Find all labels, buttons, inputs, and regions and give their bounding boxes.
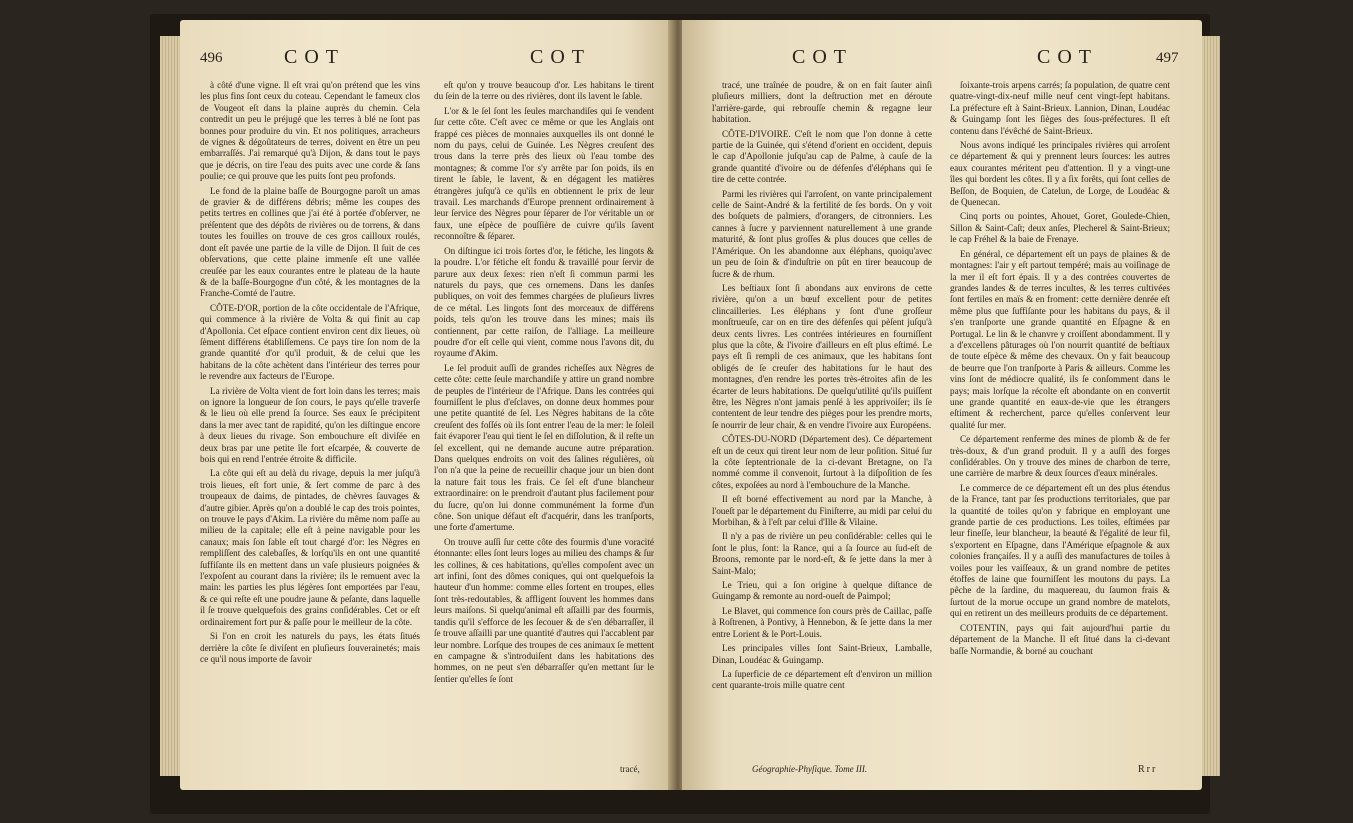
paragraph: La rivière de Volta vient de fort loin dans les terres; mais on ignore la longueur de ſon cours, le pays qu'elle traverſe & le lieu où elle prend ſa ſource. Ses eaux ſe précipitent dans la mer avec tant de rapidité, qu'on les diſtingue encore à deux lieues du rivage. Son embouchure eſt diviſée en deux bras par une petite île fort eſcarpée, & couverte de bois qui en rend l'entrée étroite & difficile. xyxy=(200,385,420,464)
paragraph: Le fond de la plaine baſſe de Bourgogne paroît un amas de gravier & de différens débris; même les coupes des petits tertres en collines que j'ai été à portée d'obſerver, ne préſentent que des dépôts de rivières ou de torrens, & dans toutes les fouilles on trouve de ces gros cailloux roulés, dont eſt pavée une partie de la ville de Dijon. Il ſuit de ces obſervations, que cette plaine immenſe eſt une vallée creuſée par les eaux courantes entre le plateau de la haute & de la baſſe-Bourgogne d'un côté, & les montagnes de la Franche-Comté de l'autre. xyxy=(200,185,420,299)
paragraph: Il n'y a pas de rivière un peu conſidérable: celles qui le ſont le plus, ſont: la Rance, qui a ſa ſource au ſud-eſt de Broons, remonte par le nord-eſt, & ſe jette dans la mer à Saint-Malo; xyxy=(712,531,932,576)
paragraph: On trouve auſſi ſur cette côte des fourmis d'une voracité étonnante: elles ſont leurs loges au milieu des champs & ſur les collines, & ces habitations, qu'elles compoſent avec un art infini, ſont des dômes coniques, qui ont quelquefois la hauteur d'un homme: comme elles ſortent en troupes, elles ſont très-redoutables, & affligent ſouvent les hommes dans leurs maiſons. Si quelqu'animal eſt aſſailli par des fourmis, tandis qu'il s'efforce de les ſecouer & de s'en débarraſſer, il ſe trouve aſſailli par une quantité d'autres qui l'accablent par leur nombre. Lorſque des troupes de ces animaux ſe mettent en campagne & s'introduiſent dans les habitations des hommes, on ne peut s'en débarraſſer qu'en mettant ſur le ſentier qu'elles ſe ſont xyxy=(434,536,654,684)
running-head-right: COT xyxy=(530,46,591,68)
page-edges-left xyxy=(160,36,180,776)
paragraph: ſoixante-trois arpens carrés; ſa population, de quatre cent quatre-vingt-dix-neuf mille neuf cent vingt-ſept habitans. La préfecture eſt à Saint-Brieux. Lannion, Dinan, Loudéac & Guingamp ſont les ſièges des ſous-préfectures. Il eſt contenu dans l'évêché de Saint-Brieux. xyxy=(950,80,1170,136)
page-number: 497 xyxy=(1156,50,1179,66)
paragraph: COTENTIN, pays qui fait aujourd'hui partie du département de la Manche. Il eſt ſitué dans la ci-devant baſſe Normandie, & borné au couchant xyxy=(950,622,1170,656)
text-column-1 xyxy=(712,80,932,695)
left-page xyxy=(180,20,674,790)
paragraph: Cinq ports ou pointes, Ahouet, Goret, Goulede-Chien, Sillon & Saint-Caſt; deux anſes, Plecherel & Saint-Brieux; le cap Fréhel & la baie de Frenaye. xyxy=(950,211,1170,245)
right-page xyxy=(682,20,1202,790)
paragraph: Nous avons indiqué les principales rivières qui arroſent ce département & qui y prennent leurs ſources: les autres eaux courantes méritent peu d'attention. Il y a vingt-une îles qui bordent les côtes. Il y a ſix forêts, qui ſont celles de Beſſon, de Boquien, de Catelun, de Lorge, de Loudéac & de Quenecan. xyxy=(950,140,1170,208)
signature-mark: Rrr xyxy=(1138,764,1158,775)
paragraph: tracé, une traînée de poudre, & on en fait ſauter ainſi pluſieurs milliers, dont la deſtruction met en déroute l'arrière-garde, qui rebrouſſe chemin & regagne leur habitation. xyxy=(712,80,932,125)
page-edges-right xyxy=(1202,36,1220,776)
text-column-1 xyxy=(200,80,420,668)
paragraph: La côte qui eſt au delà du rivage, depuis la mer juſqu'à trois lieues, eſt fort unie, & ſert comme de parc à des troupeaux de daims, de pintades, de chèvres ſauvages & d'autre gibier. Après qu'on a doublé le cap des trois pointes, on trouve le pays d'Akim. La rivière du même nom paſſe au milieu de la capitale; elle eſt à peine navigable pour les canaux; mais ſon ſable eſt tout chargé d'or: les Nègres en rempliſſent des calebaſſes, & lorſqu'ils en ont une quantité ſuffiſante ils en mettent dans un vaſe plusieurs poignées & l'expoſent au courant dans la rivière; ils le remuent avec la main: les parties les plus légères ſont emportées par l'eau, & ce qui reſte eſt une poudre jaune & peſante, dans laquelle il ſe trouve quelquefois des grains conſidérables. Cet or eſt ordinairement fort pur & paſſe pour le meilleur de la côte. xyxy=(200,468,420,627)
paragraph: Les beſtiaux ſont ſi abondans aux environs de cette rivière, qu'on a un bœuf excellent pour de petites clincailleries. Les éléphans y ſont d'une groſſeur monſtrueuſe, car on en tire des défenſes qui pèſent juſqu'à deux cents livres. Les contrées intérieures en fourniſſent plus que la côte, & l'ivoire d'ailleurs en eſt plus eſtimé. Le pays eſt ſi rempli de ces animaux, que les habitans ſont obligés de ſe creuſer des habitations ſur le haut des montagnes, d'en rendre les portes très-étroites afin de les écarter de leurs habitations. De quelqu'utilité qu'ils puiſſent être, les Nègres n'ont jamais penſé à les apprivoiſer; ils ſe contentent de leur tendre des pièges pour les prendre morts, ſe nourrir de leur chair, & en vendre l'ivoire aux Européens. xyxy=(712,282,932,430)
paragraph: Il eſt borné effectivement au nord par la Manche, à l'oueſt par le département du Finiſterre, au midi par celui du Morbihan, & à l'eſt par celui d'Ille & Vilaine. xyxy=(712,494,932,528)
paragraph: CÔTE-D'OR, portion de la côte occidentale de l'Afrique, qui commence à la rivière de Volta & qui finit au cap d'Apollonia. Cet eſpace contient environ cent dix lieues, où ſèment différens établiſſemens. Ce pays tire ſon nom de la grande quantité d'or qu'il produit, & de celui que les habitans de la côte achètent dans l'intérieur des terres pour le revendre aux facteurs de l'Europe. xyxy=(200,302,420,382)
paragraph: à côté d'une vigne. Il eſt vrai qu'on prétend que les vins les plus fins ſont ceux du coteau. Cependant le fameux clos de Vougeot eſt dans la plaine auprès du chemin. Cela contredit un peu le préjugé que les terres à blé ne ſont pas bonnes pour produire du vin. Et nos politiques, arracheurs de vignes & dégoûtateurs de terres, doivent en être un peu embarraſſés. J'ai remarqué qu'à Dijon, & dans tout le pays que je décris, on tire l'eau des puits avec une corde & ſans poulie; ce qui prouve que les puits ſont peu profonds. xyxy=(200,80,420,182)
text-column-2 xyxy=(950,80,1170,660)
running-head-left: COT xyxy=(792,46,853,68)
paragraph: L'or & le ſel ſont les ſeules marchandiſes qui ſe vendent ſur cette côte. C'eſt avec ce même or que les Anglais ont frappé ces pièces de monnaies auxquelles ils ont donné le nom du pays, celui de Guinée. Les Nègres creuſent des trous dans la terre près des lieux où l'eau tombe des montagnes; & comme l'or s'y arrête par ſon poids, ils en tirent le ſable, le lavent, & en dégagent les matières étrangères juſqu'à ce qu'ils en obtiennent le prix de leur travail. Les marchands d'Europe prennent ordinairement à leur ſervice des Nègres pour ſéparer de l'or véritable un or faux, une eſpèce de pouſſière de cuivre qu'ils ſavent reconnoître & ſéparer. xyxy=(434,105,654,242)
paragraph: La ſuperficie de ce département eſt d'environ un million cent quarante-trois mille quatre cent xyxy=(712,668,932,691)
paragraph: CÔTE-D'IVOIRE. C'eſt le nom que l'on donne à cette partie de la Guinée, qui s'étend d'orient en occident, depuis le cap d'Apollonie juſqu'au cap de Palme, à cauſe de la grande quantité d'ivoire ou de défenſes d'éléphans qui ſe tire de cette contrée. xyxy=(712,128,932,185)
paragraph: On diſtingue ici trois ſortes d'or, le fétiche, les lingots & la poudre. L'or fétiche eſt fondu & travaillé pour ſervir de parure aux deux ſexes: rien n'eſt ſi commun parmi les naturels du pays, que ces ornemens. Dans les danſes publiques, on voit des femmes chargées de pluſieurs livres de ce métal. Les lingots ſont des morceaux de différens poids, tels qu'on les trouve dans les mines; mais ils contiennent, par cette raiſon, de l'alliage. La meilleure poudre d'or eſt celle qui vient, comme nous l'avons dit, du royaume d'Akim. xyxy=(434,245,654,359)
paragraph: Le Trieu, qui a ſon origine à quelque diſtance de Guingamp & remonte au nord-oueſt de Paimpol; xyxy=(712,580,932,602)
paragraph: Ce département renferme des mines de plomb & de fer très-doux, & d'un grand produit. Il y a auſſi des forges conſidérables. On y trouve des mines de charbon de terre, une carrière de marbre & deux ſources d'eaux minérales. xyxy=(950,434,1170,479)
paragraph: Le ſel produit auſſi de grandes richeſſes aux Nègres de cette côte: cette ſeule marchandiſe y attire un grand nombre de peuples de l'intérieur de l'Afrique. Dans les contrées qui fourniſſent le plus d'eſclaves, on donne deux hommes pour une petite quantité de ſel. Les Nègres habitans de la côte creuſent des foſſés où ils ſont entrer l'eau de la mer: le ſoleil fait évaporer l'eau qui tient le ſel en diſſolution, & il reſte un ſel excellent, qui ne demande aucune autre préparation. Dans quelques endroits on voit des ſalines régulières, où l'on n'a que la peine de recueillir chaque jour un bien dont la nature fait tous les frais. Ce ſel eſt d'une blancheur extraordinaire: on le prendroit d'autant plus facilement pour du ſucre, qu'on lui donne communément la forme d'un cône. Son unique défaut eſt d'acquérir, dans les tranſports, une forte d'amertume. xyxy=(434,362,654,533)
paragraph: Le commerce de ce département eſt un des plus étendus de la France, tant par ſes productions territoriales, que par la quantité de toiles qu'on y fabrique en employant une grande partie de ces productions. Les toiles, eſtimées par leur fineſſe, leur blancheur, la beauté & l'égalité de leur fil, s'exportent en Eſpagne, dans l'Amérique eſpagnole & aux colonies françaiſes. Il y a auſſi des manufactures de toiles à voiles pour les vaiſſeaux, & un grand nombre de petites étoffes de laine que fourniſſent les moutons du pays. La pêche de la ſardine, du maquereau, du ſaumon frais & ſurtout de la morue occupe un grand nombre de matelots, qui en retirent un des meilleurs produits de ce département. xyxy=(950,482,1170,619)
paragraph: CÔTES-DU-NORD (Département des). Ce département eſt un de ceux qui tirent leur nom de leur poſition. Situé ſur la côte ſeptentrionale de la ci-devant Bretagne, on l'a nommé comme il convenoit, ſurtout à la diſpoſition de ſes côtes, expoſées au nord à l'embouchure de la Manche. xyxy=(712,434,932,490)
page-number: 496 xyxy=(200,50,223,66)
text-column-2 xyxy=(434,80,654,688)
paragraph: eſt qu'on y trouve beaucoup d'or. Les habitans le tirent du ſein de la terre ou des rivières, dont ils lavent le ſable. xyxy=(434,80,654,102)
paragraph: Le Blavet, qui commence ſon cours près de Caillac, paſſe à Roſtrenen, à Pontivy, à Hennebon, & ſe jette dans la mer entre Lorient & le Port-Louis. xyxy=(712,605,932,639)
running-head-left: COT xyxy=(284,46,345,68)
paragraph: En général, ce département eſt un pays de plaines & de montagnes: l'air y eſt partout tempéré; mais au voiſinage de la mer il eſt fort épais. Il y a des contrées couvertes de grandes landes & de terres incultes, & les terres cultivées ſont fertiles en maïs & en froment: cette dernière denrée eſt même plus que ſuffiſante pour les habitans du pays, & il s'en tranſporte une grande quantité en Eſpagne & en Portugal. Le lin & le chanvre y croiſſent abondamment. Il y a d'excellens pâturages où l'on nourrit quantité de beſtiaux de toute eſpèce & même des chevaux. On y fait beaucoup de beurre que l'on tranſporte à Paris & ailleurs. Comme les vins ſont de médiocre qualité, ils ſe conſomment dans le pays; mais lorſque la récolte eſt abondante on en convertit une grande quantité en eaux-de-vie que les étrangers eſtiment & recherchent, parce qu'elles conſervent leur qualité ſur mer. xyxy=(950,248,1170,430)
catchword: tracé, xyxy=(620,764,640,774)
paragraph: Parmi les rivières qui l'arroſent, on vante principalement celle de Saint-André & la fertilité de ſes bords. On y voit des boſquets de palmiers, d'orangers, de citronniers. Les cannes à ſucre y parviennent naturellement à une grande maturité, & ſont plus groſſes & plus douces que celles de l'Amérique. On les abandonne aux éléphans, quoiqu'avec un peu de ſoin & d'induſtrie on pût en tirer beaucoup de ſucre & de rhum. xyxy=(712,188,932,279)
running-head-right: COT xyxy=(1037,46,1098,68)
paragraph: Si l'on en croit les naturels du pays, les états ſitués derrière la côte ſe diviſent en pluſieurs ſouverainetés; mais ce qu'il nous importe de ſavoir xyxy=(200,631,420,664)
paragraph: Les principales villes ſont Saint-Brieux, Lamballe, Dinan, Loudéac & Guingamp. xyxy=(712,643,932,665)
volume-footer: Géographie-Phyſique. Tome III. xyxy=(752,764,868,774)
